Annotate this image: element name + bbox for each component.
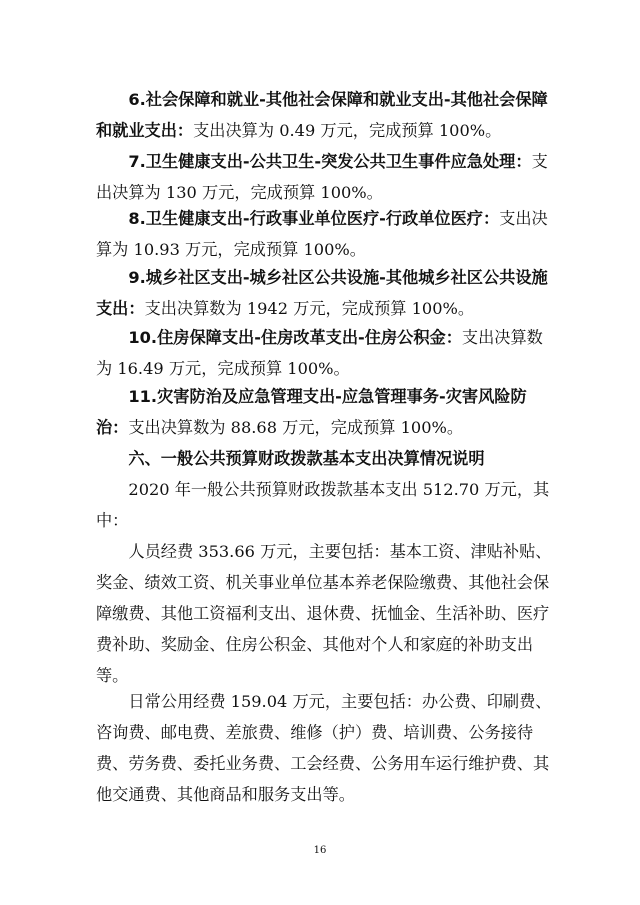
personnel-paragraph: 人员经费 353.66 万元，主要包括：基本工资、津贴补贴、奖金、绩效工资、机关事业单位基本养老保险缴费、其他社会保障缴费、其他工资福利支出、退休费、抚恤金、生活补助、医疗费补助、奖励金、住房公积金、其他对个人和家庭的补助支出等。 <box>96 542 552 685</box>
item-6-body: 支出决算为 0.49 万元，完成预算 100%。 <box>193 121 502 140</box>
public-use-paragraph: 日常公用经费 159.04 万元，主要包括：办公费、印刷费、咨询费、邮电费、差旅费、维修（护）费、培训费、公务接待费、劳务费、委托业务费、工会经费、公务用车运行维护费、其他交通费、其他商品和服务支出等。 <box>96 692 552 804</box>
item-10-heading: 10.住房保障支出-住房改革支出-住房公积金： <box>128 328 462 347</box>
item-7-body: 支出决算为 130 万元，完成预算 100%。 <box>96 152 548 202</box>
item-10-body: 支出决算数为 16.49 万元，完成预算 100%。 <box>96 328 543 378</box>
item-10 <box>96 322 556 384</box>
item-11-body: 支出决算数为 88.68 万元，完成预算 100%。 <box>128 418 464 437</box>
item-11 <box>96 381 556 443</box>
item-8-body: 支出决算为 10.93 万元，完成预算 100%。 <box>96 209 548 259</box>
page-number: 16 <box>313 845 327 856</box>
item-11-heading: 11.灾害防治及应急管理支出-应急管理事务-灾害风险防治： <box>96 387 527 437</box>
item-6-heading: 6.社会保障和就业-其他社会保障和就业支出-其他社会保障和就业支出： <box>96 90 548 140</box>
item-8 <box>96 203 556 265</box>
item-6 <box>96 84 556 146</box>
item-9-heading: 9.城乡社区支出-城乡社区公共设施-其他城乡社区公共设施支出： <box>96 268 548 318</box>
item-7-heading: 7.卫生健康支出-公共卫生-突发公共卫生事件应急处理： <box>128 152 532 171</box>
section-heading: 六、一般公共预算财政拨款基本支出决算情况说明 <box>128 449 485 468</box>
item-7 <box>96 146 556 208</box>
summary-paragraph: 2020 年一般公共预算财政拨款基本支出 512.70 万元，其中： <box>96 480 550 530</box>
item-9 <box>96 262 556 324</box>
item-9-body: 支出决算数为 1942 万元，完成预算 100%。 <box>144 299 475 318</box>
item-8-heading: 8.卫生健康支出-行政事业单位医疗-行政单位医疗： <box>128 209 500 228</box>
